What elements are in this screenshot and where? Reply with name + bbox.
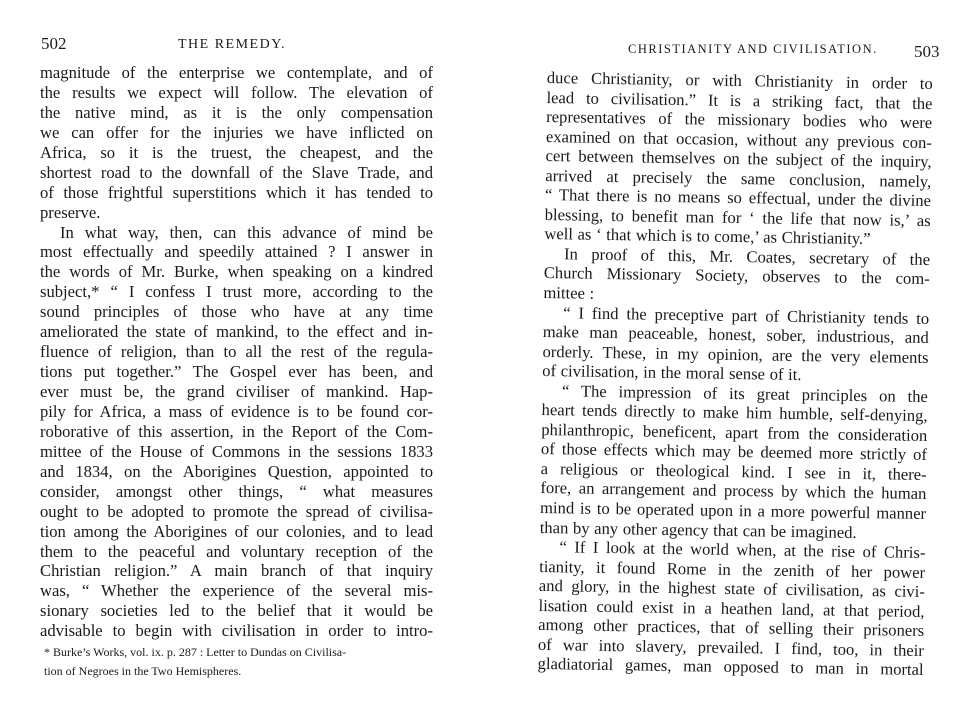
text-line: we can offer for the injuries we have inflicted on [40,122,433,142]
text-line: a religious or theological kind. I see in it, there- [540,458,927,484]
text-line: philanthropic, beneficent, apart from the consideration [541,419,928,445]
text-line: roborative of this assertion, in the Report of the Com- [40,421,433,441]
text-line: tianity, it found Rome in the zenith of her power [539,556,926,582]
text-line: and glory, in the highest state of civilisation, as civi- [538,576,925,602]
text-line: of war into slavery, prevailed. I find, too, in their [537,634,925,660]
left-body-text [40,63,433,641]
text-line: mittee : [543,282,595,303]
text-line: consider, amongst other things, “ what measures [40,481,433,501]
text-line: most effectually and speedily attained ? I answer in [40,242,433,262]
right-running-head: CHRISTIANITY AND CIVILISATION. [628,42,878,56]
text-line: blessing, to benefit man for ‘ the life that now is,’ as [544,204,931,230]
text-line: among other practices, that of selling their prisoners [538,615,925,641]
text-line: Christian religion.” A main branch of that inquiry [40,561,433,581]
text-line: of civilisation, in the moral sense of it. [542,361,802,385]
text-line: and 1834, on the Aborigines Question, appointed to [40,461,433,481]
text-line: ought to be adopted to promote the spread of civilisa- [40,501,433,521]
right-page-number: 503 [914,42,940,61]
text-line: fluence of religion, than to all the rest of the regula- [40,342,433,362]
text-line: “ That there is no means so effectual, under the divine [544,185,932,211]
text-line: cert between themselves on the subject of the inquiry, [545,146,932,172]
text-line: them to the peaceful and voluntary reception of the [40,541,433,561]
right-body-text [537,68,932,680]
text-line: duce Christianity, or with Christianity in order to [546,68,933,94]
text-line: ameliorated the state of mankind, to the effect and in- [40,322,433,342]
text-line: arrived at precisely the same conclusion, namely, [545,165,932,191]
text-line: sound principles of those who have at any time [40,302,433,322]
text-line: representatives of the missionary bodies who were [546,107,933,133]
text-line: ever must be, the grand civiliser of mankind. Hap- [40,382,433,401]
text-line: tion among the Aborigines of our colonies, and to lead [40,521,433,541]
text-line: gladiatorial games, man opposed to man in mortal [537,654,924,680]
footnote [44,643,439,681]
text-line: well as ‘ that which is to come,’ as Christianity.” [544,224,871,249]
text-line: mind is to be operated upon in a more powerful manner [539,497,927,524]
text-line: subject,* “ I confess I trust more, according to the [40,282,433,302]
text-line: “ If I look at the world when, at the rise of Chris- [559,537,926,563]
text-line: “ The impression of its great principles on the [561,381,929,406]
footnote-line: tion of Negroes in the Two Hemispheres. [44,664,242,678]
text-line: sionary societies led to the belief that it would be [40,601,433,621]
text-line: of those effects which may be deemed more strictly of [540,439,928,465]
text-line: Church Missionary Society, observes to the com- [543,263,930,289]
footnote-line: * Burke’s Works, vol. ix. p. 287 : Letter to Dundas on Civilisa- [44,645,347,659]
text-line: advisable to begin with civilisation in order to intro- [40,621,433,641]
right-page [490,0,980,718]
text-line: examined on that occasion, without any previous con- [545,126,933,152]
text-line: the words of Mr. Burke, when speaking on a kindred [40,262,433,282]
text-line: mittee of the House of Commons in the sessions 1833 [40,441,433,461]
text-line: In proof of this, Mr. Coates, secretary of the [563,244,931,269]
text-line: lisation could exist in a heathen land, at that period, [538,595,925,621]
text-line: In what way, then, can this advance of mind be [60,222,433,242]
left-running-head: THE REMEDY. [178,37,287,52]
text-line: magnitude of the enterprise we contemplate, and of [40,63,433,82]
text-line: shortest road to the downfall of the Slave Trade, and [40,162,433,182]
text-line: orderly. These, in my opinion, are the very elements [542,341,929,367]
text-line: the native mind, as it is the only compensation [40,102,433,122]
text-line: was, “ Whether the experience of the several mis- [40,581,433,601]
text-line: preserve. [40,202,101,222]
text-line: of those frightful superstitions which it has tended to [40,182,433,202]
text-line: lead to civilisation.” It is a striking fact, that the [546,87,933,113]
text-line: tions put together.” The Gospel ever has been, and [40,362,433,382]
text-line: heart tends directly to make him humble, self-denying, [541,400,928,426]
left-page-number: 502 [41,34,67,53]
text-line: than by any other agency that can be imagined. [539,517,857,542]
text-line: fore, an arrangement and process by which the human [540,478,927,504]
text-line: Africa, so it is the truest, the cheapest, and the [40,142,433,162]
text-line: the results we expect will follow. The elevation of [40,82,433,102]
text-line: “ I find the preceptive part of Christianity tends to [563,302,930,328]
text-line: pily for Africa, a mass of evidence is to be found cor- [40,401,433,421]
text-line: make man peaceable, honest, sober, industrious, and [542,322,929,348]
